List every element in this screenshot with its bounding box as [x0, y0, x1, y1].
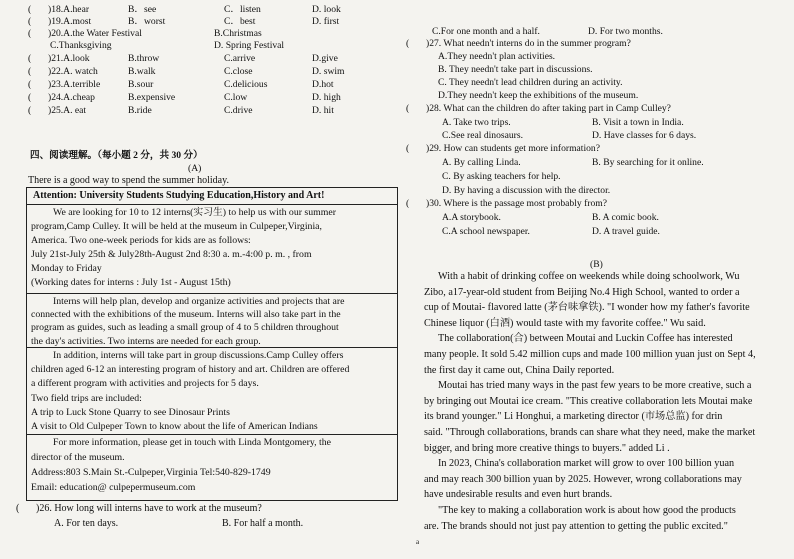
vocab-question: [28, 4, 89, 16]
q26-option-c: C.For one month and a half.: [432, 26, 540, 37]
vocab-option-a: )22.A. watch: [48, 66, 98, 77]
vocab-option-a: )21.A.look: [48, 53, 90, 64]
vocab-option-b: B．worst: [128, 16, 166, 27]
passage-b-line: Moutai has tried many ways in the past few years to be more creative, such a: [438, 380, 752, 392]
q30-option-d: D. A travel guide.: [592, 226, 660, 237]
vocab-option-c: C.close: [224, 66, 253, 77]
passage-b-line: said. "Through collaborations, brands can share what they need, make the market: [424, 427, 756, 438]
notice-line: Monday to Friday: [31, 263, 102, 274]
vocab-option: C.Thanksgiving: [50, 40, 112, 51]
vocab-question: [28, 16, 91, 28]
q29-option-c: C. By asking teachers for help.: [442, 171, 561, 182]
notice-line: children aged 6-12 an interesting program of history and art. Children are offered: [31, 364, 350, 376]
passage-b-line: The collaboration(合) between Moutai and Luckin Coffee has interested: [438, 333, 733, 345]
q26-option-d: D. For two months.: [588, 26, 663, 37]
q28-option-c: C.See real dinosaurs.: [442, 130, 523, 141]
passage-b-line: the first day it came out, China Daily reported.: [424, 364, 615, 376]
vocab-option-b: B.throw: [128, 53, 160, 64]
notice-line: We are looking for 10 to 12 interns(实习生) to help us with our summer: [53, 207, 336, 218]
q26-option-a: A. For ten days.: [54, 518, 119, 529]
answer-bracket: (: [28, 16, 32, 27]
vocab-option-a: )19.A.most: [48, 16, 92, 27]
vocab-option-d: D.give: [312, 53, 338, 64]
passage-b-line: With a habit of drinking coffee on weekends while doing schoolwork, Wu: [438, 271, 740, 282]
notice-line: Email: education@ culpepermuseum.com: [31, 482, 196, 493]
q28-option-b: B. Visit a town in India.: [592, 117, 684, 128]
vocab-question: [28, 105, 86, 117]
notice-line: A visit to Old Culpeper Town to know about the life of American Indians: [31, 421, 318, 432]
vocab-option-c: C.drive: [224, 105, 253, 116]
q30-text: )30. Where is the passage most probably from?: [426, 198, 607, 209]
vocab-option-c: C.low: [224, 92, 248, 103]
q27-option-c: C. They needn't lead children during an activity.: [438, 77, 623, 88]
q28-stem: ( )28. What can the children do after taking part in Camp Culley?: [406, 103, 671, 114]
notice-line: the day's activities. Two interns are needed for each group.: [31, 335, 261, 347]
answer-bracket: (: [28, 53, 32, 64]
answer-bracket: (: [28, 92, 32, 103]
q27-option-b: B. They needn't take part in discussions.: [438, 64, 593, 75]
vocab-option-a: )25.A. eat: [48, 105, 87, 116]
notice-line: A trip to Luck Stone Quarry to see Dinosaur Prints: [31, 406, 230, 418]
vocab-option-d: D. look: [312, 4, 341, 15]
vocab-option-b: B.walk: [128, 66, 156, 77]
vocab-option-b: B.ride: [128, 105, 152, 116]
q26-option-b: B. For half a month.: [222, 518, 304, 529]
vocab-question: [28, 79, 100, 91]
answer-bracket: (: [28, 105, 32, 116]
passage-b-line: are. The brands should not just pay attention to getting the public excited.": [424, 520, 728, 532]
notice-line: a different program with activities and projects for 5 days.: [31, 378, 259, 390]
vocab-option-d: D. hit: [312, 105, 334, 116]
passage-b-line: cup of Moutai- flavored latte (茅台味拿铁). "I wonder how my father's favorite: [424, 302, 750, 314]
q27-text: )27. What needn't interns do in the summer program?: [426, 38, 631, 49]
q27-stem: ( )27. What needn't interns do in the summer program?: [406, 38, 631, 49]
q29-option-a: A. By calling Linda.: [442, 157, 521, 168]
q30-option-c: C.A school newspaper.: [442, 226, 530, 237]
passage-a-label: (A): [188, 163, 202, 174]
q27-option-a: A.They needn't plan activities.: [438, 51, 556, 62]
passage-b-line: have undesirable results and even hurt brands.: [424, 489, 613, 501]
vocab-option-c: C.delicious: [224, 79, 268, 90]
notice-line: program as guides, such as leading a small group of 4 to 5 children throughout: [31, 322, 339, 334]
vocab-option-a: )23.A.terrible: [48, 79, 101, 90]
q26-stem: ( )26. How long will interns have to work at the museum?: [16, 503, 262, 514]
vocab-question: [28, 66, 98, 78]
q30-option-b: B. A comic book.: [592, 212, 659, 223]
q29-option-b: B. By searching for it online.: [592, 157, 704, 168]
vocab-option-c: C．listen: [224, 4, 261, 15]
notice-line: connected with the exhibitions of the museum. Interns will also take part in the: [31, 309, 341, 321]
notice-line: Interns will help plan, develop and organize activities and projects that are: [53, 296, 345, 307]
passage-b-line: In 2023, China's collaboration market will grow to over 100 billion yuan: [438, 458, 735, 470]
passage-b-line: bigger, and bring more creative things to buyers." added Li .: [424, 442, 670, 454]
vocab-option-b: B．see: [128, 4, 157, 15]
notice-line: In addition, interns will take part in group discussions.Camp Culley offers: [53, 350, 344, 361]
passage-b-line: Zibo, a17-year-old student from Beijing No.4 High School, wanted to order a: [424, 286, 740, 298]
answer-bracket: (: [28, 28, 32, 39]
notice-line: director of the museum.: [31, 452, 125, 463]
notice-line: July 21st-July 25th & July28th-August 2nd 8:30 a. m.-4:00 p. m. , from: [31, 249, 312, 260]
vocab-question: [28, 53, 90, 65]
notice-line: Address:803 S.Main St.-Culpeper,Virginia Tel:540-829-1749: [31, 467, 271, 478]
answer-bracket: (: [28, 79, 32, 90]
q28-option-a: A. Take two trips.: [442, 117, 511, 128]
notice-line: America. Two one-week periods for kids are as follows:: [31, 235, 251, 246]
q30-stem: ( )30. Where is the passage most probably from?: [406, 198, 607, 209]
passage-b-line: and may reach 300 billion yuan by 2025. However, wrong collaborations may: [424, 473, 742, 485]
vocab-option-b: B.expensive: [128, 92, 176, 103]
vocab-option-a: )24.A.cheap: [48, 92, 95, 103]
vocab-option-d: D. high: [312, 92, 341, 103]
notice-line: For more information, please get in touch with Linda Montgomery, the: [53, 437, 331, 448]
notice-box: [26, 187, 398, 501]
answer-bracket: (: [28, 4, 32, 15]
q29-stem: ( )29. How can students get more information?: [406, 143, 600, 154]
vocab-option-a: )18.A.hear: [48, 4, 90, 15]
vocab-option-d: D.hot: [312, 79, 334, 90]
q28-option-d: D. Have classes for 6 days.: [592, 130, 697, 141]
notice-title: Attention: University Students Studying Education,History and Art!: [33, 190, 325, 201]
vocab-option-c: B.Christmas: [214, 28, 262, 39]
notice-line: program,Camp Culley. It will be held at the museum in Culpeper,Virginia,: [31, 221, 322, 232]
q28-text: )28. What can the children do after taking part in Camp Culley?: [426, 103, 671, 114]
q27-option-d: D.They needn't keep the exhibitions of the museum.: [438, 90, 639, 101]
vocab-option-c: D. Spring Festival: [214, 40, 285, 51]
q29-option-d: D. By having a discussion with the director.: [442, 185, 611, 196]
passage-b-line: "The key to making a collaboration work is about how good the products: [438, 505, 736, 516]
q26-text: )26. How long will interns have to work at the museum?: [36, 503, 262, 514]
vocab-option-a: )20.A.the Water Festival: [48, 28, 142, 39]
notice-line: (Working dates for interns : July 1st - August 15th): [31, 277, 231, 288]
vocab-question: [28, 28, 142, 40]
answer-bracket: (: [28, 66, 32, 77]
passage-b-label: (B): [590, 259, 603, 270]
q29-text: )29. How can students get more information?: [426, 143, 600, 154]
vocab-question: [28, 92, 95, 104]
passage-b-line: many people. It sold 5.42 million cups and made 100 million yuan just on Sept 4,: [424, 349, 756, 360]
q30-option-a: A.A storybook.: [442, 212, 501, 223]
section-title: 四、阅读理解。（每小题 2 分，共 30 分）: [30, 150, 203, 161]
passage-b-line: by bringing out Moutai ice cream. "This creative collaboration lets Moutai make: [424, 395, 753, 407]
vocab-option-d: D. swim: [312, 66, 345, 77]
page-mark: a: [416, 538, 420, 546]
vocab-option-d: D. first: [312, 16, 340, 27]
notice-line: Two field trips are included:: [31, 392, 142, 404]
passage-b-line: Chinese liquor (白酒) would taste with my favorite coffee." Wu said.: [424, 317, 706, 329]
passage-intro: There is a good way to spend the summer holiday.: [28, 175, 229, 186]
vocab-option-c: C.arrive: [224, 53, 256, 64]
passage-b-line: its brand younger." Li Honghui, a marketing director (市场总监) for drin: [424, 411, 723, 423]
vocab-option-b: B.sour: [128, 79, 154, 90]
vocab-option-c: C．best: [224, 16, 256, 27]
